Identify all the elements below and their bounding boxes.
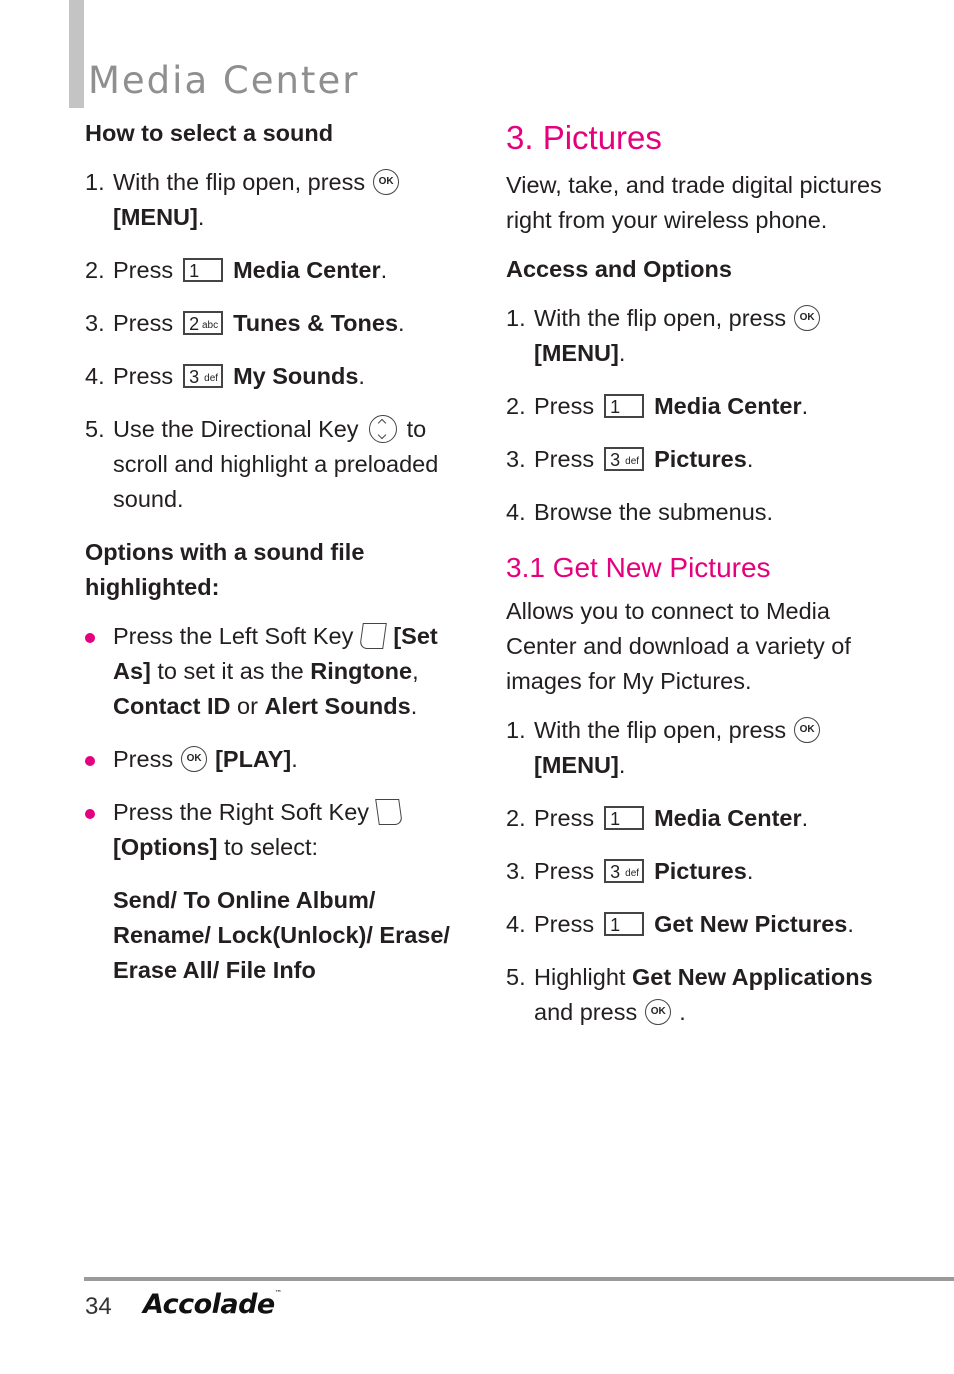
list-item: 1. With the flip open, press OK [MENU].	[506, 713, 886, 783]
get-new-pictures-steps-list	[506, 713, 886, 1030]
list-item: Press the Right Soft Key [Options] to select:	[85, 795, 455, 865]
bullet-icon	[85, 633, 95, 643]
access-steps-list	[506, 301, 886, 530]
right-column	[506, 116, 886, 1048]
list-item: 3. Press 2 abc Tunes & Tones.	[85, 310, 405, 336]
list-item: 2. Press 1 Media Center.	[85, 257, 388, 283]
list-item: Press OK [PLAY].	[85, 742, 455, 777]
ok-key-icon: OK	[794, 305, 820, 331]
key-1-icon: 1	[604, 806, 644, 830]
list-item: 4. Press 3 def My Sounds.	[85, 363, 365, 389]
key-3-icon: 3 def	[183, 364, 223, 388]
pictures-intro: View, take, and trade digital pictures right from your wireless phone.	[506, 172, 882, 233]
pictures-title: 3. Pictures	[506, 119, 662, 156]
key-2-icon: 2 abc	[183, 311, 223, 335]
list-item: 2. Press 1 Media Center.	[506, 805, 809, 831]
options-submenu-list: Send/ To Online Album/ Rename/ Lock(Unlock)/ Erase/ Erase All/ File Info	[113, 887, 450, 983]
key-1-icon: 1	[183, 258, 223, 282]
access-heading: Access and Options	[506, 256, 732, 282]
options-bullet-list	[85, 619, 455, 865]
list-item: 2. Press 1 Media Center.	[506, 393, 809, 419]
ok-key-icon: OK	[181, 746, 207, 772]
options-heading: Options with a sound file highlighted:	[85, 539, 365, 600]
get-new-pictures-intro: Allows you to connect to Media Center and download a variety of images for My Pictures.	[506, 598, 851, 694]
list-item: 5. Use the Directional Key to scroll and highlight a preloaded sound.	[85, 416, 439, 512]
ok-key-icon: OK	[645, 999, 671, 1025]
list-item: 1. With the flip open, press OK [MENU].	[506, 301, 886, 371]
list-item: 1. With the flip open, press OK [MENU].	[85, 165, 455, 235]
bullet-icon	[85, 809, 95, 819]
list-item: 3. Press 3 def Pictures.	[506, 858, 754, 884]
header-accent-bar	[69, 0, 84, 108]
how-to-heading: How to select a sound	[85, 120, 334, 146]
sound-steps-list	[85, 165, 455, 517]
page-number: 34	[85, 1293, 112, 1320]
list-item: 3. Press 3 def Pictures.	[506, 446, 754, 472]
ok-key-icon: OK	[794, 717, 820, 743]
list-item: 4. Press 1 Get New Pictures.	[506, 911, 854, 937]
get-new-pictures-title: 3.1 Get New Pictures	[506, 552, 771, 583]
key-1-icon: 1	[604, 912, 644, 936]
left-soft-key-icon	[360, 623, 388, 649]
key-3-icon: 3 def	[604, 859, 644, 883]
brand-logo: Accolade™	[143, 1289, 282, 1320]
ok-key-icon: OK	[373, 169, 399, 195]
key-3-icon: 3 def	[604, 447, 644, 471]
list-item: 5. Highlight Get New Applications and press OK .	[506, 964, 873, 1025]
list-item: Press the Left Soft Key [Set As] to set it as the Ringtone, Contact ID or Alert Sounds.	[85, 619, 455, 724]
key-1-icon: 1	[604, 394, 644, 418]
bullet-icon	[85, 756, 95, 766]
list-item: 4. Browse the submenus.	[506, 499, 774, 525]
page-section-title: Media Center	[88, 58, 360, 102]
right-soft-key-icon	[375, 799, 403, 825]
footer-divider	[84, 1277, 954, 1281]
directional-key-icon	[369, 415, 397, 443]
left-column	[85, 116, 455, 988]
